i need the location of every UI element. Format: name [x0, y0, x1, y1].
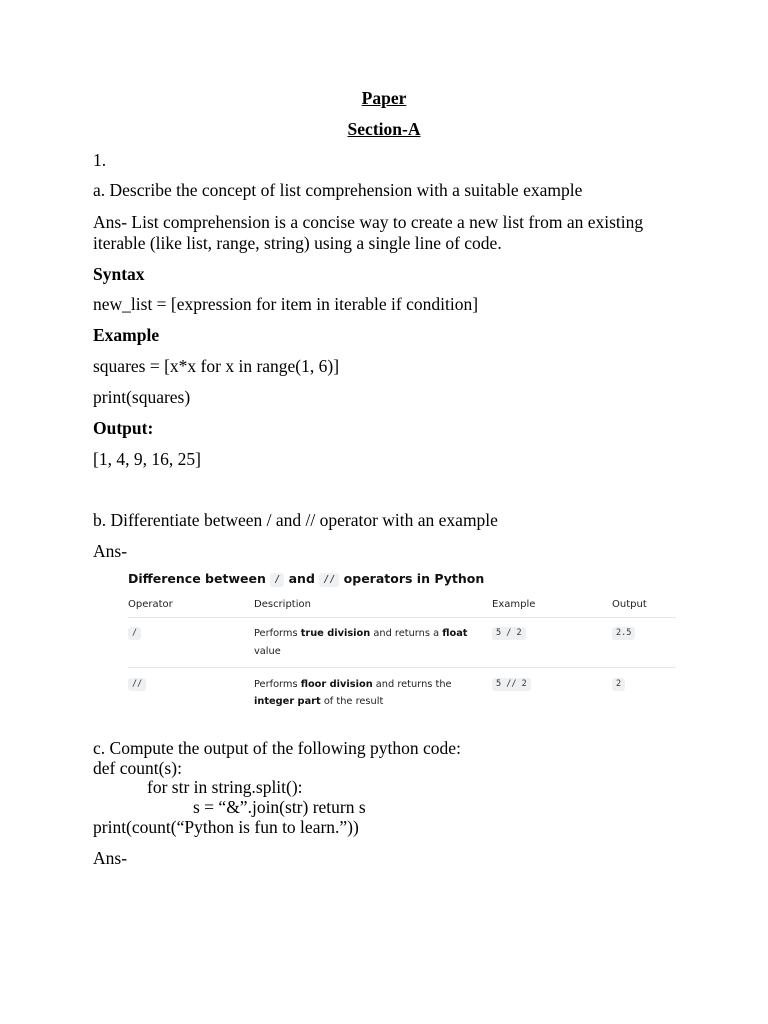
- question-number: 1.: [93, 150, 107, 170]
- row1-description-line1: Performs true division and returns a float: [254, 628, 468, 639]
- table-title-and: and: [288, 571, 315, 586]
- row2-operator: //: [128, 678, 146, 691]
- syntax-heading: Syntax: [93, 264, 145, 284]
- table-title-op2: //: [319, 573, 339, 587]
- row1-example: 5 / 2: [492, 627, 526, 640]
- header-divider: [128, 617, 676, 618]
- syntax-code: new_list = [expression for item in iterable if condition]: [93, 294, 479, 314]
- example-code-line-1: squares = [x*x for x in range(1, 6)]: [93, 356, 340, 376]
- example-heading: Example: [93, 325, 160, 345]
- row2-description-line2: integer part of the result: [254, 696, 384, 707]
- question-c: c. Compute the output of the following python code:: [93, 738, 461, 758]
- table-title-rest: operators in Python: [343, 571, 485, 586]
- question-b: b. Differentiate between / and // operator with an example: [93, 510, 498, 530]
- section-heading: Section-A: [347, 119, 421, 139]
- code-line-4: print(count(“Python is fun to learn.”)): [93, 817, 359, 837]
- code-line-1: def count(s):: [93, 758, 182, 778]
- row2-example: 5 // 2: [492, 678, 531, 691]
- paper-title: Paper: [361, 88, 407, 108]
- code-line-2: for str in string.split():: [147, 777, 303, 797]
- table-title-op1: /: [270, 573, 284, 587]
- question-a: a. Describe the concept of list comprehension with a suitable example: [93, 180, 583, 200]
- answer-a-line-2: iterable (like list, range, string) using a single line of code.: [93, 233, 502, 253]
- row1-operator: /: [128, 627, 141, 640]
- row2-output: 2: [612, 678, 625, 691]
- row1-output: 2.5: [612, 627, 635, 640]
- output-heading: Output:: [93, 418, 154, 438]
- table-title-text: Difference between: [128, 571, 266, 586]
- row1-description-line2: value: [254, 646, 281, 657]
- header-operator: Operator: [128, 599, 173, 610]
- header-description: Description: [254, 599, 311, 610]
- answer-a-line-1: Ans- List comprehension is a concise way to create a new list from an existing: [93, 212, 644, 232]
- output-value: [1, 4, 9, 16, 25]: [93, 449, 201, 469]
- code-line-3: s = “&”.join(str) return s: [193, 797, 366, 817]
- header-example: Example: [492, 599, 536, 610]
- header-output: Output: [612, 599, 647, 610]
- example-code-line-2: print(squares): [93, 387, 191, 407]
- table-title: [128, 571, 484, 587]
- answer-c-label: Ans-: [93, 848, 128, 868]
- row-divider: [128, 667, 676, 668]
- row2-description-line1: Performs floor division and returns the: [254, 679, 452, 690]
- answer-b-label: Ans-: [93, 541, 128, 561]
